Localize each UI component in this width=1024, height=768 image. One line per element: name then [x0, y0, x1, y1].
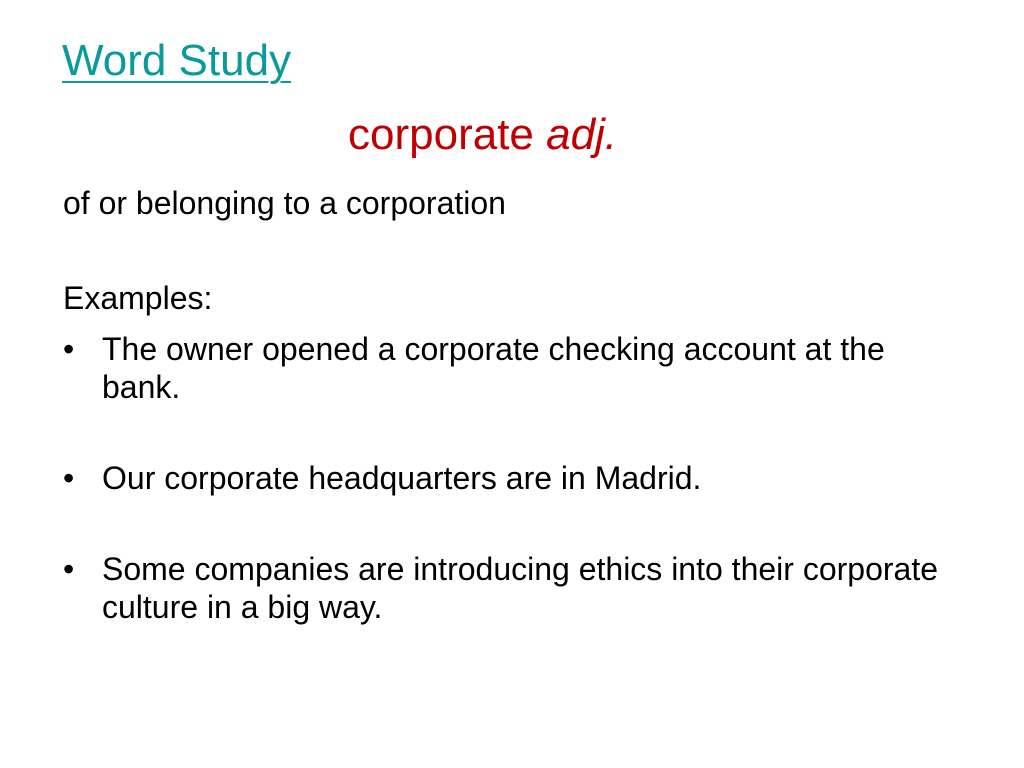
bullet-icon: •: [63, 460, 75, 496]
headword-line: [348, 108, 617, 162]
headword: corporate: [348, 110, 534, 159]
part-of-speech: adj.: [546, 110, 618, 159]
examples-label: Examples:: [63, 280, 213, 316]
example-text: The owner opened a corporate checking account at the bank.: [102, 331, 885, 405]
example-text: Some companies are introducing ethics into their corporate culture in a big way.: [102, 551, 938, 625]
definition: of or belonging to a corporation: [63, 185, 506, 221]
example-item: [63, 550, 963, 626]
bullet-icon: •: [63, 551, 75, 587]
bullet-icon: •: [63, 331, 75, 367]
example-item: [63, 330, 963, 406]
example-text: Our corporate headquarters are in Madrid.: [102, 460, 702, 496]
example-item: [63, 459, 963, 497]
slide-title-link[interactable]: Word Study: [62, 36, 292, 85]
examples-list: [63, 330, 963, 679]
